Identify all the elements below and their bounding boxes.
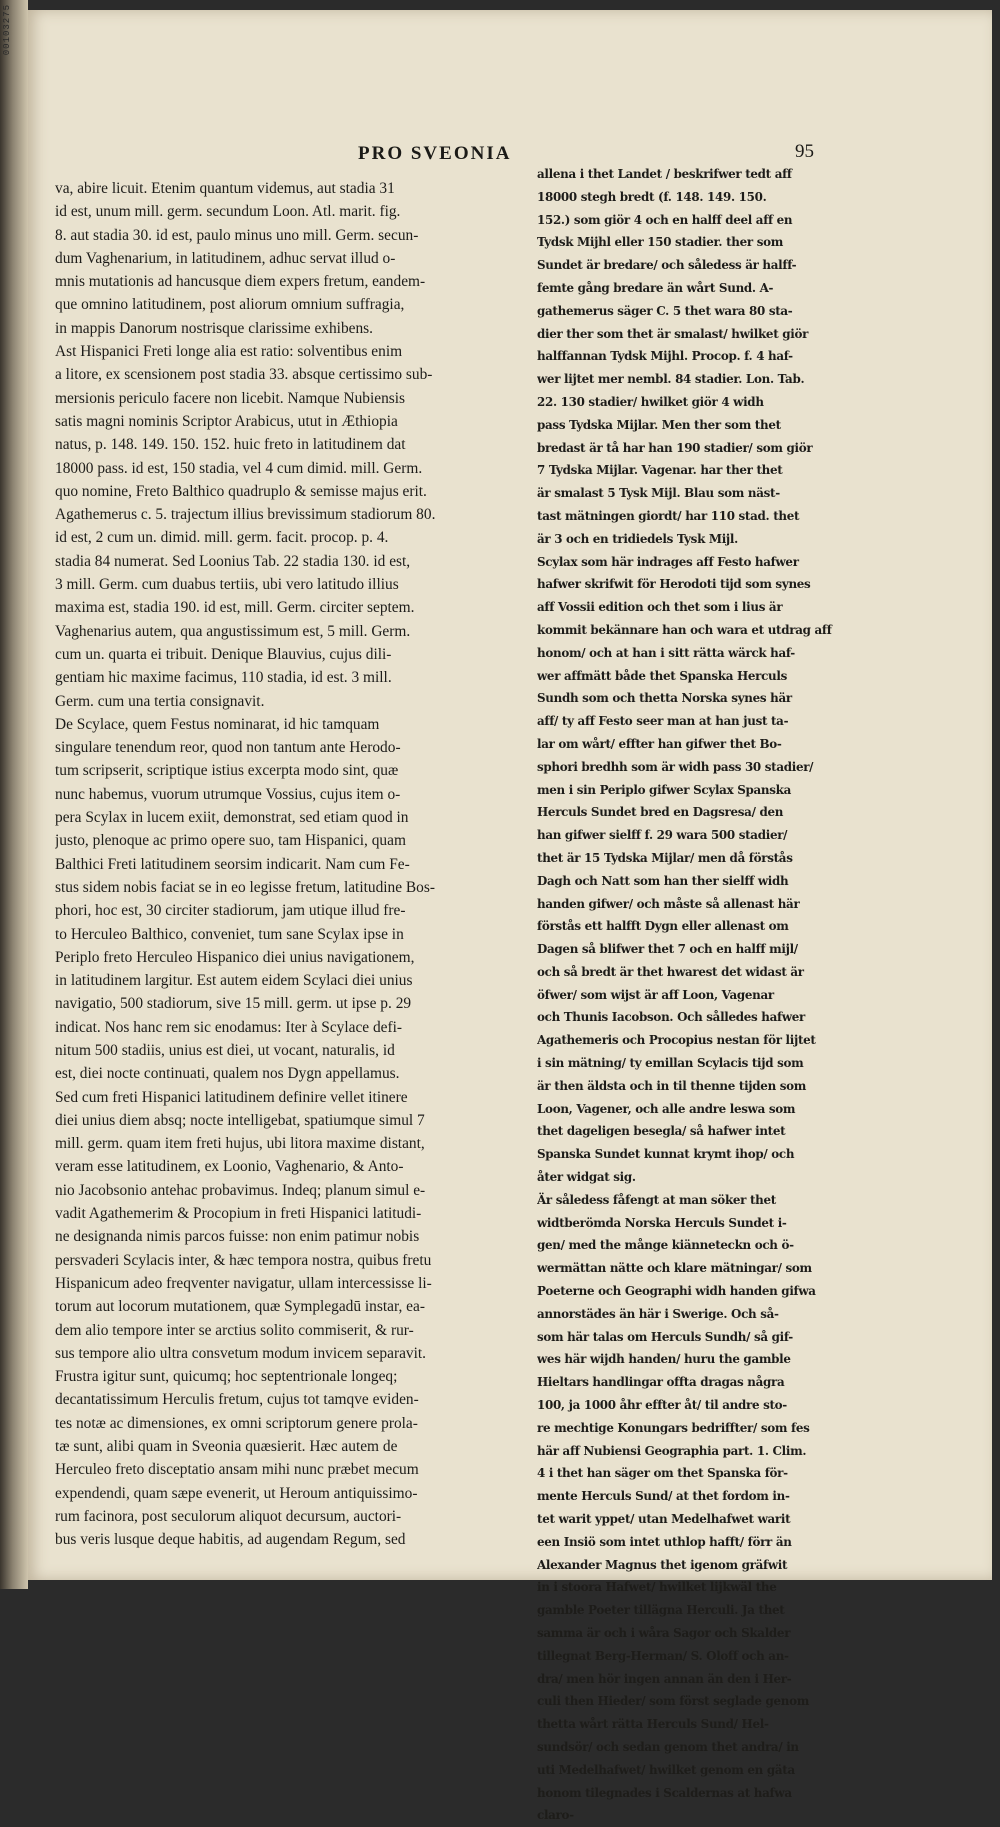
swedish-text-line: gen/ med the månge kiänneteckn och ö- — [537, 1238, 794, 1253]
swedish-text-line: Dagh och Natt som han ther sielff widh — [537, 873, 789, 888]
swedish-text-line: 7 Tydska Mijlar. Vagenar. har ther thet — [537, 463, 783, 478]
swedish-text-line: honom/ och at han i sitt rätta wärck haf- — [537, 645, 795, 660]
swedish-text-line: Sundet är bredare/ och såledess är halff- — [537, 258, 797, 273]
swedish-text-line: men i sin Periplo gifwer Scylax Spanska — [537, 782, 791, 797]
latin-text-line: persvaderi Scylacis inter, & hæc tempora nostra, quibus fretu — [55, 1251, 432, 1269]
latin-text-line: torum aut locorum mutationem, quæ Symplegadū instar, ea- — [55, 1298, 425, 1316]
latin-text-line: in latitudinem largitur. Est autem eidem Scylaci diei unius — [55, 972, 413, 990]
swedish-text-line: Agathemeris och Procopius nestan för lijtet — [537, 1033, 816, 1048]
latin-text-line: tum scripserit, scriptique istius excerpta modo sint, quæ — [55, 762, 399, 780]
latin-text-line: Frustra igitur sunt, quicumq; hoc septentrionale longeq; — [55, 1368, 398, 1386]
latin-text-line: Balthici Freti latitudinem seorsim indicarit. Nam cum Fe- — [55, 855, 410, 873]
swedish-text-line: thet är 15 Tydska Mijlar/ men då förstås — [537, 850, 793, 865]
swedish-text-line: 100, ja 1000 åhr effter åt/ til andre sto- — [537, 1398, 787, 1413]
latin-text-line: satis magni nominis Scriptor Arabicus, utut in Æthiopia — [55, 412, 398, 430]
swedish-text-line: wermättan nätte och klare mätningar/ som — [537, 1261, 812, 1276]
swedish-text-line: sundsör/ och sedan genom thet andra/ in — [537, 1739, 799, 1754]
swedish-text-line: lar om wårt/ effter han gifwer thet Bo- — [537, 736, 782, 751]
swedish-text-line: halffannan Tydsk Mijhl. Procop. f. 4 haf- — [537, 349, 793, 364]
latin-text-line: tes notæ ac dimensiones, ex omni scriptorum genere prola- — [55, 1414, 418, 1432]
latin-text-line: Germ. cum una tertia consignavit. — [55, 692, 265, 710]
swedish-text-line: wer affmätt både thet Spanska Herculs — [537, 668, 788, 683]
page-number: 95 — [795, 141, 814, 162]
swedish-text-line: samma är och i wåra Sagor och Skalder — [537, 1626, 791, 1640]
swedish-text-line: thet dageligen besegla/ så hafwer intet — [537, 1124, 786, 1139]
catalog-number: 00103275 — [2, 4, 12, 56]
swedish-text-line: förstås ett halfft Dygn eller allenast om — [537, 919, 789, 934]
latin-text-line: singulare tenendum reor, quod non tantum ante Herodo- — [55, 739, 401, 757]
latin-text-line: rum facinora, post seculorum aliquot decursum, auctori- — [55, 1507, 402, 1525]
latin-text-line: indicat. Nos hanc rem sic enodamus: Iter à Scylace defi- — [55, 1018, 403, 1036]
latin-text-line: que omnino latitudinem, post aliorum omnium suffragia, — [55, 296, 405, 314]
swedish-text-line: Hieltars handlingar offta dragas några — [537, 1375, 785, 1390]
swedish-text-line: 22. 130 stadier/ hwilket giör 4 widh — [537, 394, 764, 409]
swedish-text-line: in i stoora Hafwet/ hwilket lijkwäl the — [537, 1580, 777, 1595]
swedish-text-line: claro- — [537, 1808, 574, 1823]
swedish-text-line: är then äldsta och in til thenne tijden som — [537, 1078, 807, 1093]
swedish-text-line: åter widgat sig. — [537, 1170, 636, 1185]
latin-text-line: id est, unum mill. germ. secundum Loon. Atl. marit. fig. — [55, 203, 401, 221]
latin-text-column — [55, 177, 528, 1552]
latin-text-line: mnis mutationis ad hancusque diem expers fretum, eandem- — [55, 273, 426, 291]
latin-text-line: dum Vaghenarium, in latitudinem, adhuc servat illud o- — [55, 249, 396, 267]
swedish-text-line: Loon, Vagener, och alle andre leswa som — [537, 1101, 796, 1116]
latin-text-line: De Scylace, quem Festus nominarat, id hic tamquam — [55, 715, 380, 733]
latin-text-line: a litore, ex scensionem post stadia 33. absque certissimo sub- — [55, 366, 433, 384]
swedish-text-line: uti Medelhafwet/ hwilket genom en gäta — [537, 1762, 795, 1777]
latin-text-line: Herculeo freto disceptatio ansam mihi nunc præbet mecum — [55, 1461, 419, 1479]
latin-text-line: 8. aut stadia 30. id est, paulo minus uno mill. Germ. secun- — [55, 226, 419, 244]
swedish-text-line: är 3 och en tridiedels Tysk Mijl. — [537, 531, 738, 546]
swedish-text-line: dier ther som thet är smalast/ hwilket giör — [537, 326, 809, 341]
latin-text-line: mill. germ. quam item freti hujus, ubi litora maxime distant, — [55, 1135, 425, 1153]
latin-text-line: va, abire licuit. Etenim quantum videmus, aut stadia 31 — [55, 180, 395, 197]
latin-text-line: veram esse latitudinem, ex Loonio, Vaghenario, & Anto- — [55, 1158, 404, 1176]
latin-text-line: quo nomine, Freto Balthico quadruplo & semisse majus erit. — [55, 482, 427, 500]
swedish-text-line: 152.) som giör 4 och en halff deel aff en — [537, 212, 793, 227]
swedish-text-line: tillegnat Berg-Herman/ S. Oloff och an- — [537, 1648, 789, 1663]
swedish-text-line: thetta wårt rätta Herculs Sund/ Hel- — [537, 1717, 769, 1732]
swedish-text-line: sphori bredhh som är widh pass 30 stadier/ — [537, 759, 814, 774]
swedish-text-line: culi then Hieder/ som först seglade genom — [537, 1694, 810, 1709]
swedish-text-line: femte gång bredare än wårt Sund. A- — [537, 280, 774, 295]
latin-text-line: 18000 pass. id est, 150 stadia, vel 4 cum dimid. mill. Germ. — [55, 459, 423, 477]
latin-text-line: ne designanda nimis parcos fuisse: non enim patimur nobis — [55, 1228, 420, 1246]
book-spine-edge — [0, 0, 28, 1589]
latin-text-line: in mappis Danorum nostrisque clarissime exhibens. — [55, 319, 374, 337]
latin-text-line: decantatissimum Herculis fretum, cujus tot tamqve eviden- — [55, 1391, 419, 1409]
swedish-text-line: och så bredt är thet hwarest det widast är — [537, 964, 804, 979]
latin-text-line: pera Scylax in lucem exiit, demonstrat, sed etiam quod in — [55, 809, 409, 827]
swedish-text-line: han gifwer sielff f. 29 wara 500 stadier/ — [537, 828, 788, 843]
latin-text-line: phori, hoc est, 30 circiter stadiorum, jam utique illud fre- — [55, 902, 406, 920]
latin-text-line: Ast Hispanici Freti longe alia est ratio: solventibus enim — [55, 343, 403, 361]
swedish-text-line: och Thunis Iacobson. Och sålledes hafwer — [537, 1010, 806, 1025]
swedish-text-line: bredast är tå har han 190 stadier/ som giör — [537, 440, 813, 455]
swedish-text-line: Scylax som här indrages aff Festo hafwer — [537, 554, 799, 569]
swedish-text-line: kommit bekännare han och wara et utdrag aff — [537, 622, 832, 637]
latin-text-line: natus, p. 148. 149. 150. 152. huic freto in latitudinem dat — [55, 436, 406, 454]
latin-text-line: sus tempore alio ultra consvetum modum invicem separavit. — [55, 1344, 426, 1362]
swedish-text-line: pass Tydska Mijlar. Men ther som thet — [537, 417, 781, 432]
swedish-text-line: som här talas om Herculs Sundh/ så gif- — [537, 1329, 793, 1344]
latin-text-line: Periplo freto Herculeo Hispanico diei unius navigationem, — [55, 948, 415, 966]
latin-text-line: bus veris lusque deque habitis, ad augendam Regum, sed — [55, 1531, 406, 1549]
swedish-text-line: Tydsk Mijhl eller 150 stadier. ther som — [537, 235, 784, 250]
swedish-text-line: gathemerus säger C. 5 thet wara 80 sta- — [537, 303, 793, 318]
swedish-text-line: dra/ men hör ingen annan än den i Her- — [537, 1671, 792, 1686]
swedish-text-line: gamble Poeter tillägna Herculi. Ja thet — [537, 1603, 785, 1618]
swedish-text-line: här aff Nubiensi Geographia part. 1. Clim. — [537, 1443, 807, 1458]
latin-text-line: cum un. quarta ei tribuit. Denique Blauvius, cujus dili- — [55, 645, 392, 663]
latin-text-line: dem alio tempore inter se arctius solito commiserit, & rur- — [55, 1321, 414, 1339]
swedish-text-line: widtberömda Norska Herculs Sundet i- — [537, 1215, 787, 1230]
swedish-text-line: Alexander Magnus thet igenom gräfwit — [537, 1557, 788, 1572]
swedish-text-column — [537, 163, 834, 1827]
latin-text-line: nitum 500 stadiis, unius est diei, ut vocant, naturalis, id — [55, 1041, 395, 1059]
latin-text-line: 3 mill. Germ. cum duabus tertiis, ubi vero latitudo illius — [55, 576, 399, 594]
swedish-text-line: honom tilegnades i Scaldernas at hafwa — [537, 1785, 792, 1800]
swedish-text-line: öfwer/ som wijst är aff Loon, Vagenar — [537, 987, 774, 1002]
swedish-text-line: i sin mätning/ ty emillan Scylacis tijd som — [537, 1056, 804, 1071]
swedish-text-line: tet warit yppet/ utan Medelhafwet warit — [537, 1512, 791, 1527]
swedish-text-line: handen gifwer/ och måste så allenast här — [537, 896, 800, 911]
swedish-text-line: aff Vossii edition och thet som i lius är — [537, 600, 783, 615]
swedish-text-line: Herculs Sundet bred en Dagsresa/ den — [537, 805, 784, 820]
latin-text-line: stus sidem nobis faciat se in eo legisse fretum, latitudine Bos- — [55, 878, 435, 896]
latin-text-line: Vaghenarius autem, qua angustissimum est, 5 mill. Germ. — [55, 622, 411, 640]
latin-text-line: diei unius diem absq; nocte intelligebat, spatiumque simul 7 — [55, 1111, 425, 1129]
running-header-title: PRO SVEONIA — [358, 143, 512, 164]
swedish-text-line: hafwer skrifwit för Herodoti tijd som synes — [537, 577, 811, 592]
swedish-text-line: allena i thet Landet / beskrifwer tedt aff — [537, 167, 792, 181]
swedish-text-line: Spanska Sundet kunnat krymt ihop/ och — [537, 1147, 795, 1162]
swedish-text-line: wes här wijdh handen/ huru the gamble — [537, 1352, 791, 1367]
swedish-text-line: Sundh som och thetta Norska synes här — [537, 691, 792, 706]
swedish-text-line: een Insiö som intet uthlop hafft/ förr än — [537, 1534, 792, 1549]
latin-text-line: expendendi, quam sæpe evenerit, ut Heroum antiquissimo- — [55, 1484, 418, 1502]
latin-text-line: maxima est, stadia 190. id est, mill. Germ. circiter septem. — [55, 599, 415, 617]
latin-text-line: navigatio, 500 stadiorum, sive 15 mill. germ. ut ipse p. 29 — [55, 995, 412, 1013]
latin-text-line: to Herculeo Balthico, conveniet, tum sane Scylax ipse in — [55, 925, 404, 943]
latin-text-line: id est, 2 cum un. dimid. mill. germ. facit. procop. p. 4. — [55, 529, 389, 547]
latin-text-line: est, diei nocte continuati, qualem nos Dygn appellamus. — [55, 1065, 400, 1083]
swedish-text-line: är smalast 5 Tysk Mijl. Blau som näst- — [537, 486, 780, 501]
swedish-text-line: tast mätningen giordt/ har 110 stad. thet — [537, 508, 800, 523]
latin-text-line: Hispanicum adeo freqventer navigatur, ullam intercessisse li- — [55, 1274, 432, 1292]
swedish-text-line: 18000 stegh bredt (f. 148. 149. 150. — [537, 189, 767, 204]
latin-text-line: Agathemerus c. 5. trajectum illius brevissimum stadiorum 80. — [55, 506, 436, 524]
swedish-text-line: Är såledess fåfengt at man söker thet — [537, 1192, 776, 1207]
latin-text-line: stadia 84 numerat. Sed Loonius Tab. 22 stadia 130. id est, — [55, 552, 411, 570]
latin-text-line: gentiam hic maxime facimus, 110 stadia, id est. 3 mill. — [55, 669, 392, 687]
latin-text-line: justo, plenoque ac primo opere suo, tam Hispanici, quam — [55, 832, 406, 850]
swedish-text-line: Poeterne och Geographi widh handen gifwa — [537, 1284, 816, 1299]
swedish-text-line: re mechtige Konungars bedriffter/ som fes — [537, 1420, 810, 1435]
swedish-text-line: Dagen så blifwer thet 7 och en halff mijl/ — [537, 942, 798, 957]
swedish-text-line: aff/ ty aff Festo seer man at han just ta- — [537, 714, 789, 729]
swedish-text-line: mente Herculs Sund/ at thet fordom in- — [537, 1489, 790, 1504]
latin-text-line: vadit Agathemerim & Procopium in freti Hispanici latitudi- — [55, 1205, 422, 1223]
swedish-text-line: wer lijtet mer nembl. 84 stadier. Lon. Tab. — [537, 372, 805, 387]
swedish-text-line: 4 i thet han säger om thet Spanska för- — [537, 1466, 788, 1481]
latin-text-line: nunc habemus, vuorum utrumque Vossius, cujus item o- — [55, 785, 401, 803]
swedish-text-line: annorstädes än här i Swerige. Och så- — [537, 1306, 779, 1321]
latin-text-line: mersionis periculo facere non licebit. Namque Nubiensis — [55, 389, 406, 407]
latin-text-line: Sed cum freti Hispanici latitudinem definire vellet itinere — [55, 1088, 408, 1106]
latin-text-line: nio Jacobsonio antehac probavimus. Indeq; planum simul e- — [55, 1181, 426, 1199]
latin-text-line: tæ sunt, alibi quam in Sveonia quæsierit. Hæc autem de — [55, 1438, 398, 1456]
